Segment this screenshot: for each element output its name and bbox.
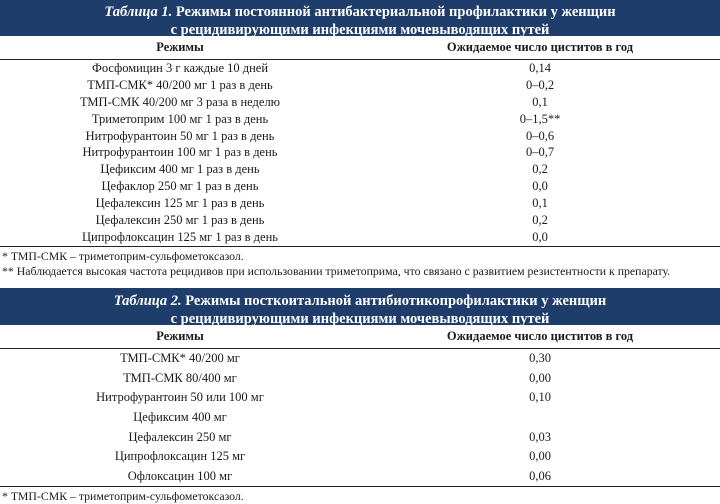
table-row bbox=[0, 427, 720, 447]
expected-cystitis-cell: 0,03 bbox=[529, 429, 551, 444]
expected-cystitis-cell: 0,2 bbox=[532, 212, 548, 227]
table-2-footnote-1: * ТМП-СМК – триметоприм-сульфометоксазол. bbox=[2, 489, 244, 504]
column-header-regimen: Режимы bbox=[156, 40, 204, 54]
expected-cystitis-cell: 0,0 bbox=[532, 229, 548, 244]
expected-cystitis-cell: 0,2 bbox=[532, 162, 548, 177]
regimen-cell: Нитрофурантоин 50 или 100 мг bbox=[96, 390, 264, 405]
table-row bbox=[0, 467, 720, 487]
table-2-body bbox=[0, 349, 720, 487]
expected-cystitis-cell: 0,06 bbox=[529, 468, 551, 483]
table-row bbox=[0, 212, 720, 229]
regimen-cell: Цефалексин 250 мг bbox=[128, 429, 232, 444]
table-row bbox=[0, 388, 720, 408]
regimen-cell: Офлоксацин 100 мг bbox=[127, 468, 233, 483]
table-row bbox=[0, 229, 720, 246]
expected-cystitis-cell: 0,0 bbox=[532, 179, 548, 194]
expected-cystitis-cell: 0,14 bbox=[529, 60, 551, 75]
table-2 bbox=[0, 288, 720, 504]
expected-cystitis-cell: 0,1 bbox=[532, 94, 548, 109]
table-row bbox=[0, 128, 720, 145]
regimen-cell: Фосфомицин 3 г каждые 10 дней bbox=[91, 60, 269, 75]
table-1-notes bbox=[0, 249, 720, 279]
regimen-cell: Цефалексин 250 мг 1 раз в день bbox=[95, 212, 265, 227]
regimen-cell: ТМП-СМК 40/200 мг 3 раза в неделю bbox=[79, 94, 281, 109]
table-row bbox=[0, 178, 720, 195]
expected-cystitis-cell: 0,00 bbox=[529, 449, 551, 464]
table-1-body bbox=[0, 60, 720, 247]
expected-cystitis-cell: 0–0,2 bbox=[525, 77, 555, 92]
table-row bbox=[0, 447, 720, 467]
table-1-header bbox=[0, 36, 720, 60]
regimen-cell: Нитрофурантоин 50 мг 1 раз в день bbox=[85, 128, 275, 143]
table-row bbox=[0, 161, 720, 178]
regimen-cell: Цефаклор 250 мг 1 раз в день bbox=[101, 179, 259, 194]
table-row bbox=[0, 94, 720, 111]
regimen-cell: Нитрофурантоин 100 мг 1 раз в день bbox=[82, 145, 278, 160]
expected-cystitis-cell: 0,10 bbox=[529, 390, 551, 405]
expected-cystitis-cell: 0–1,5** bbox=[519, 111, 561, 126]
table-row bbox=[0, 349, 720, 369]
expected-cystitis-cell: 0,1 bbox=[532, 196, 548, 211]
regimen-cell: Цефалексин 125 мг 1 раз в день bbox=[95, 196, 265, 211]
column-header-expected: Ожидаемое число циститов в год bbox=[446, 40, 634, 54]
table-1-title-line2: с рецидивирующими инфекциями мочевыводящих путей bbox=[170, 22, 550, 38]
table-row bbox=[0, 369, 720, 389]
regimen-cell: Цефиксим 400 мг bbox=[133, 410, 227, 425]
table-2-notes bbox=[0, 489, 720, 504]
table-row bbox=[0, 60, 720, 77]
expected-cystitis-cell: 0,30 bbox=[529, 351, 551, 366]
table-1-footnote-1: * ТМП-СМК – триметоприм-сульфометоксазол. bbox=[2, 248, 244, 263]
table-row bbox=[0, 77, 720, 94]
regimen-cell: Цефиксим 400 мг 1 раз в день bbox=[100, 162, 260, 177]
table-2-title-line1: Режимы посткоитальной антибиотикопрофилактики у женщин bbox=[185, 293, 607, 309]
table-row bbox=[0, 195, 720, 212]
column-header-expected: Ожидаемое число циститов в год bbox=[446, 329, 634, 343]
table-row bbox=[0, 408, 720, 428]
regimen-cell: ТМП-СМК 80/400 мг bbox=[123, 370, 237, 385]
table-row bbox=[0, 111, 720, 128]
table-1-title bbox=[0, 0, 720, 36]
regimen-cell: Ципрофлоксацин 125 мг 1 раз в день bbox=[82, 229, 278, 244]
table-2-title bbox=[0, 288, 720, 325]
table-row bbox=[0, 144, 720, 161]
regimen-cell: Ципрофлоксацин 125 мг bbox=[114, 449, 246, 464]
table-2-title-line2: с рецидивирующими инфекциями мочевыводящих путей bbox=[170, 311, 550, 327]
expected-cystitis-cell: 0–0,7 bbox=[525, 145, 555, 160]
table-2-header bbox=[0, 325, 720, 349]
expected-cystitis-cell: 0,00 bbox=[529, 370, 551, 385]
regimen-cell: Триметоприм 100 мг 1 раз в день bbox=[91, 111, 269, 126]
expected-cystitis-cell: 0–0,6 bbox=[525, 128, 555, 143]
regimen-cell: ТМП-СМК* 40/200 мг bbox=[120, 351, 240, 366]
table-2-title-label: Таблица 2. bbox=[113, 293, 182, 309]
regimen-cell: ТМП-СМК* 40/200 мг 1 раз в день bbox=[87, 77, 273, 92]
table-1-title-line1: Режимы постоянной антибактериальной профилактики у женщин bbox=[175, 4, 616, 20]
column-header-regimen: Режимы bbox=[156, 329, 204, 343]
table-1-footnote-2: ** Наблюдается высокая частота рецидивов при использовании триметоприма, что связано с развитием резистентности к препарату. bbox=[2, 263, 671, 278]
table-1-title-label: Таблица 1. bbox=[104, 4, 173, 20]
